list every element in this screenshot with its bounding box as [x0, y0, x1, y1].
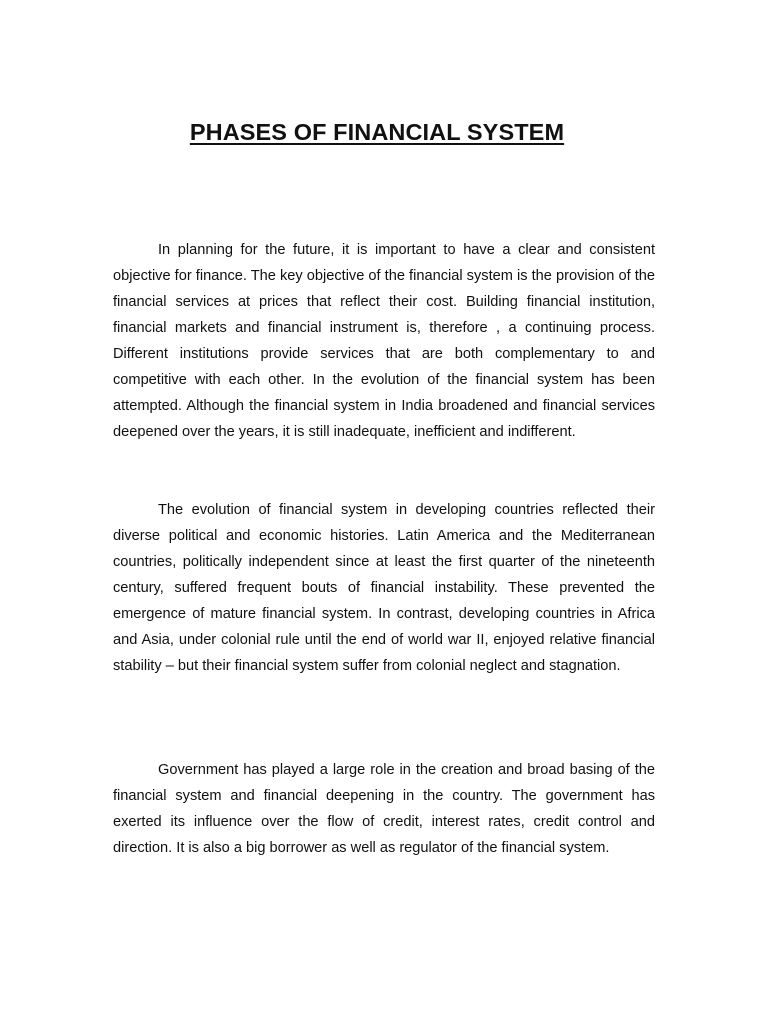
paragraph-evolution: The evolution of financial system in developing countries reflected their diverse political and economic histories. Latin America and the Mediterranean countries, politically independent since at least the first quarter of the nineteenth century, suffered frequent bouts of financial instability. These prevented the emergence of mature financial system. In contrast, developing countries in Africa and Asia, under colonial rule until the end of world war II, enjoyed relative financial stability – but their financial system suffer from colonial neglect and stagnation.: [113, 502, 655, 674]
paragraph-planning: In planning for the future, it is important to have a clear and consistent objective for finance. The key objective of the financial system is the provision of the financial services at prices that reflect their cost. Building financial institution, financial markets and financial instrument is, therefore , a continuing process. Different institutions provide services that are both complementary to and competitive with each other. In the evolution of the financial system has been attempted. Although the financial system in India broadened and financial services deepened over the years, it is still inadequate, inefficient and indifferent.: [113, 242, 655, 440]
paragraph-government: Government has played a large role in the creation and broad basing of the financial system and financial deepening in the country. The government has exerted its influence over the flow of credit, interest rates, credit control and direction. It is also a big borrower as well as regulator of the financial system.: [113, 762, 655, 856]
page-title: PHASES OF FINANCIAL SYSTEM: [189, 119, 565, 145]
